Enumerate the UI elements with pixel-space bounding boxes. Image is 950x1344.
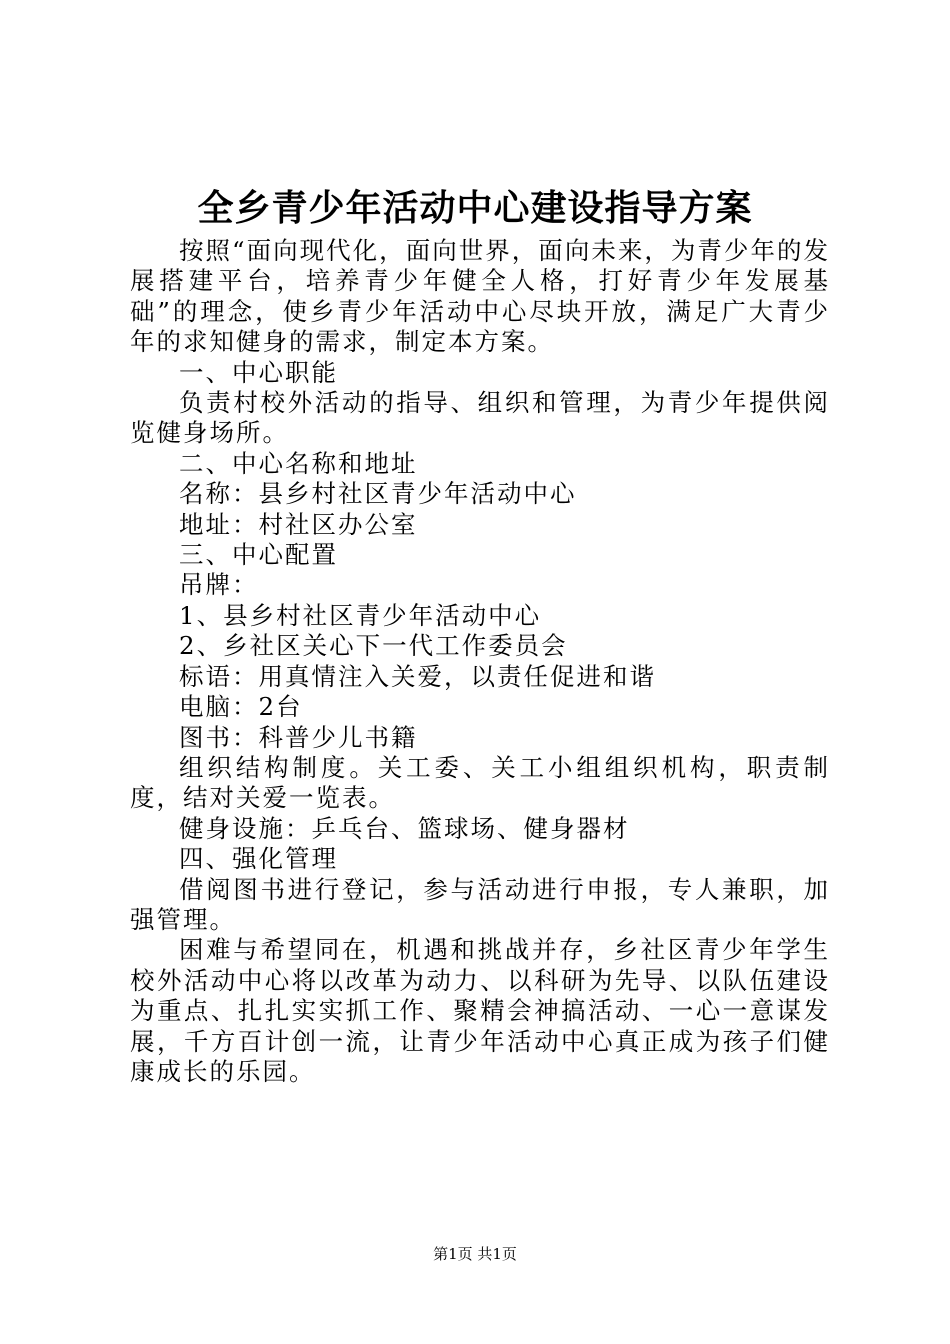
paragraph-management: 借阅图书进行登记，参与活动进行申报，专人兼职，加强管理。 [130, 874, 830, 934]
heading-configuration: 三、中心配置 [179, 540, 338, 570]
document-title: 全乡青少年活动中心建设指导方案 [197, 187, 753, 229]
paragraph-fitness: 健身设施：乒乓台、篮球场、健身器材 [179, 813, 630, 843]
heading-name-address: 二、中心名称和地址 [179, 448, 418, 478]
paragraph-function: 负责村校外活动的指导、组织和管理，为青少年提供阅览健身场所。 [130, 388, 830, 448]
paragraph-name: 名称：县乡村社区青少年活动中心 [179, 479, 577, 509]
paragraph-organization: 组织结构制度。关工委、关工小组组织机构，职责制度，结对关爱一览表。 [130, 752, 830, 813]
document-body [130, 236, 830, 1087]
paragraph-address: 地址：村社区办公室 [179, 509, 418, 539]
paragraph-conclusion: 困难与希望同在，机遇和挑战并存，乡社区青少年学生校外活动中心将以改革为动力、以科研为先导、以队伍建设为重点、扎扎实实抓工作、聚精会神搞活动、一心一意谋发展，千方百计创一流，让青少年活动中心真正成为孩子们健康成长的乐园。 [130, 935, 830, 1086]
paragraph-sign-2: 2、乡社区关心下一代工作委员会 [179, 631, 568, 661]
paragraph-sign-1: 1、县乡村社区青少年活动中心 [179, 600, 542, 630]
paragraph-sign-label: 吊牌： [179, 570, 259, 600]
paragraph-books: 图书：科普少儿书籍 [179, 722, 418, 752]
page-number-footer: 第1页 共1页 [433, 1245, 517, 1263]
paragraph-computers: 电脑：2台 [179, 692, 303, 722]
heading-center-function: 一、中心职能 [179, 357, 338, 387]
paragraph-slogan: 标语：用真情注入关爱，以责任促进和谐 [179, 661, 656, 691]
heading-management: 四、强化管理 [179, 844, 338, 874]
paragraph-intro: 按照“面向现代化，面向世界，面向未来，为青少年的发展搭建平台，培养青少年健全人格，打好青少年发展基础”的理念，使乡青少年活动中心尽块开放，满足广大青少年的求知健身的需求，制定本方案。 [130, 236, 830, 357]
